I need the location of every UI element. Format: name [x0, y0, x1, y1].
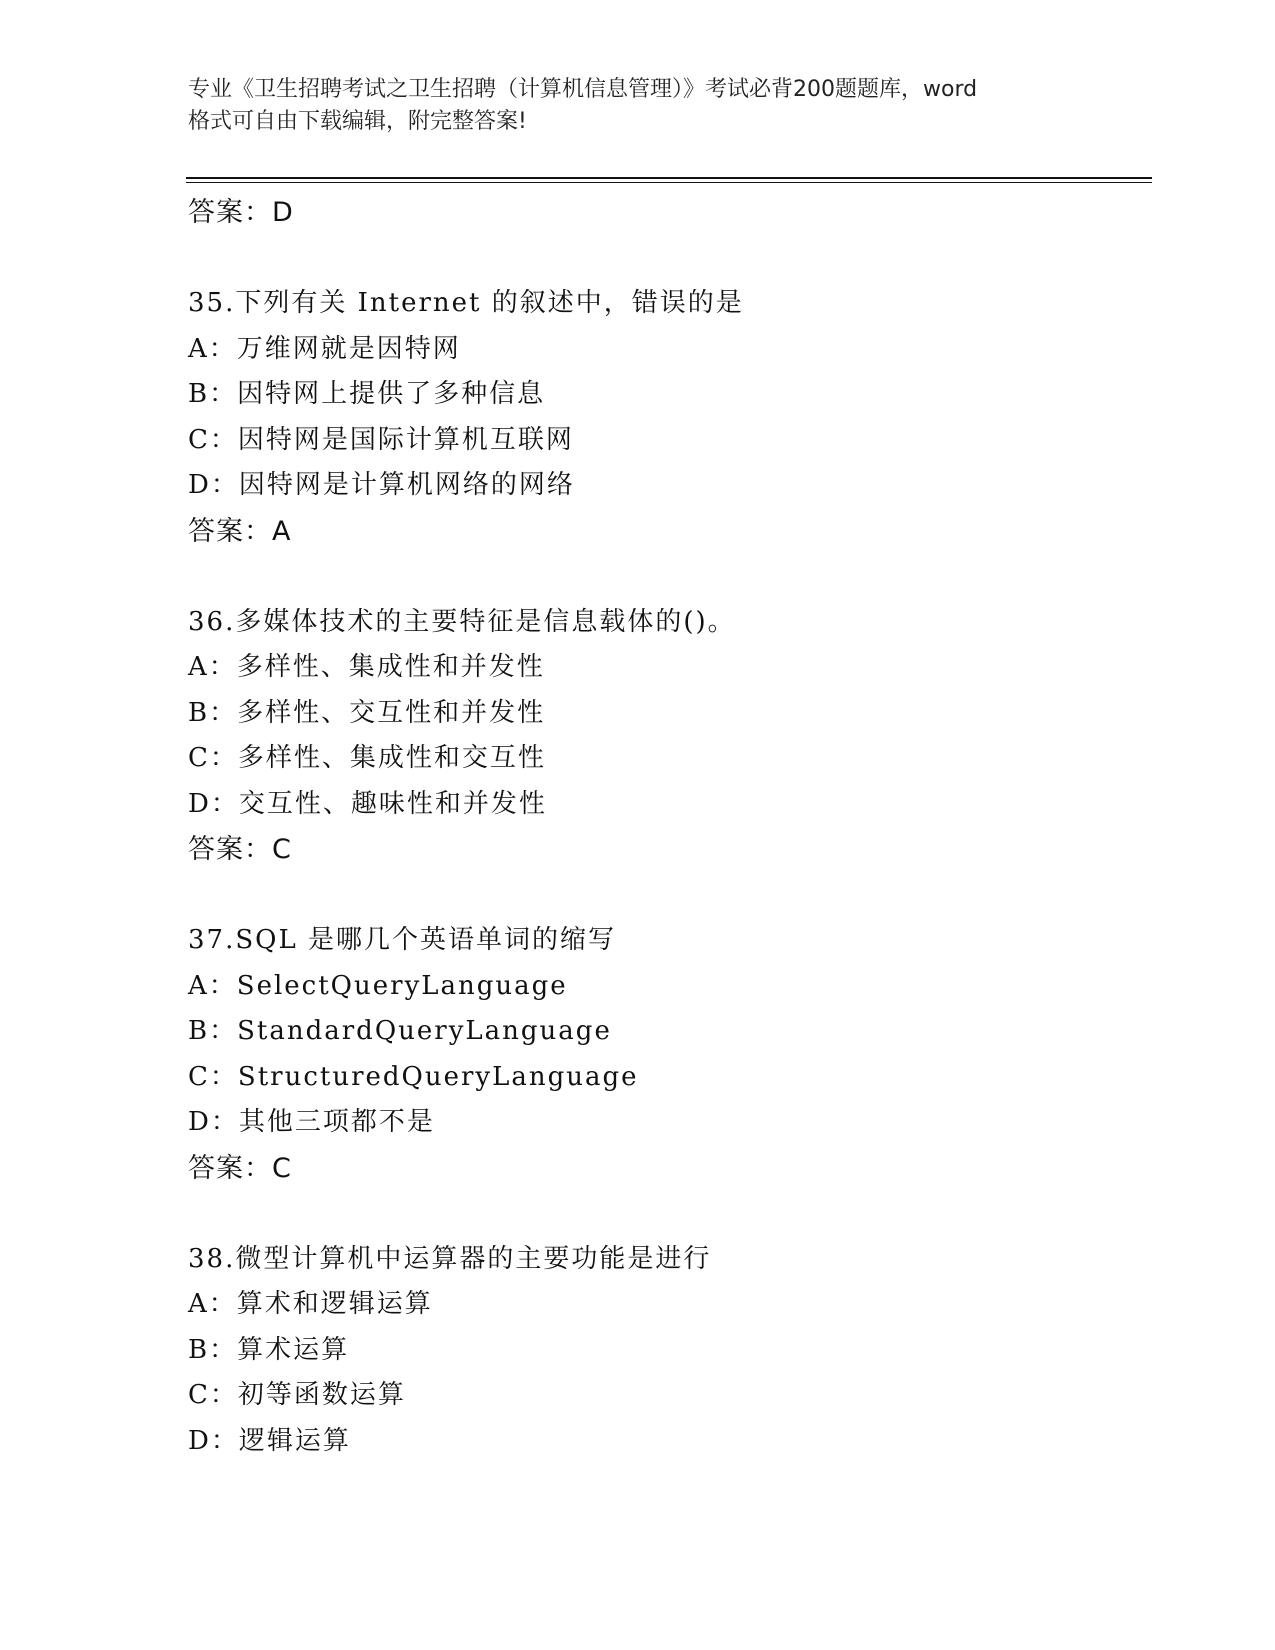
option-b: B：算术运算: [188, 1334, 350, 1365]
option-b: B：StandardQueryLanguage: [188, 1016, 612, 1046]
document-header: [188, 74, 1088, 138]
option-a: A：SelectQueryLanguage: [188, 970, 568, 1001]
option-c: C：因特网是国际计算机互联网: [188, 424, 574, 455]
previous-answer: 答案：D: [188, 197, 294, 228]
question-38: [188, 1237, 1148, 1465]
question-content: [188, 190, 1148, 1464]
question-37: [188, 918, 1148, 1191]
option-c: C：StructuredQueryLanguage: [188, 1061, 639, 1092]
option-c: C：初等函数运算: [188, 1380, 406, 1410]
answer-line: 答案：C: [188, 834, 292, 865]
option-d: D：交互性、趣味性和并发性: [188, 788, 547, 819]
option-d: D：其他三项都不是: [188, 1107, 435, 1137]
option-a: A：算术和逻辑运算: [188, 1289, 433, 1319]
header-rule-thick: [186, 177, 1152, 179]
option-a: A：多样性、集成性和并发性: [188, 652, 545, 682]
spacer: [188, 554, 1148, 600]
spacer: [188, 873, 1148, 919]
option-a: A：万维网就是因特网: [188, 333, 461, 364]
header-line-2: 格式可自由下载编辑，附完整答案!: [188, 109, 527, 134]
header-line-1: 专业《卫生招聘考试之卫生招聘（计算机信息管理）》考试必背200题题库，word: [188, 77, 978, 102]
option-c: C：多样性、集成性和交互性: [188, 743, 546, 773]
question-36: [188, 600, 1148, 873]
question-stem: 37.SQL 是哪几个英语单词的缩写: [188, 925, 617, 955]
header-rule-thin: [186, 182, 1152, 183]
question-stem: 38.微型计算机中运算器的主要功能是进行: [188, 1243, 712, 1274]
spacer: [188, 1191, 1148, 1237]
option-d: D：逻辑运算: [188, 1425, 351, 1456]
question-35: [188, 281, 1148, 554]
spacer: [188, 236, 1148, 282]
answer-line: 答案：C: [188, 1152, 292, 1184]
option-d: D：因特网是计算机网络的网络: [188, 470, 575, 500]
option-b: B：多样性、交互性和并发性: [188, 697, 546, 728]
question-stem: 36.多媒体技术的主要特征是信息载体的()。: [188, 606, 736, 637]
option-b: B：因特网上提供了多种信息: [188, 379, 546, 409]
question-stem: 35.下列有关 Internet 的叙述中，错误的是: [188, 288, 744, 318]
answer-line: 答案：A: [188, 515, 292, 547]
